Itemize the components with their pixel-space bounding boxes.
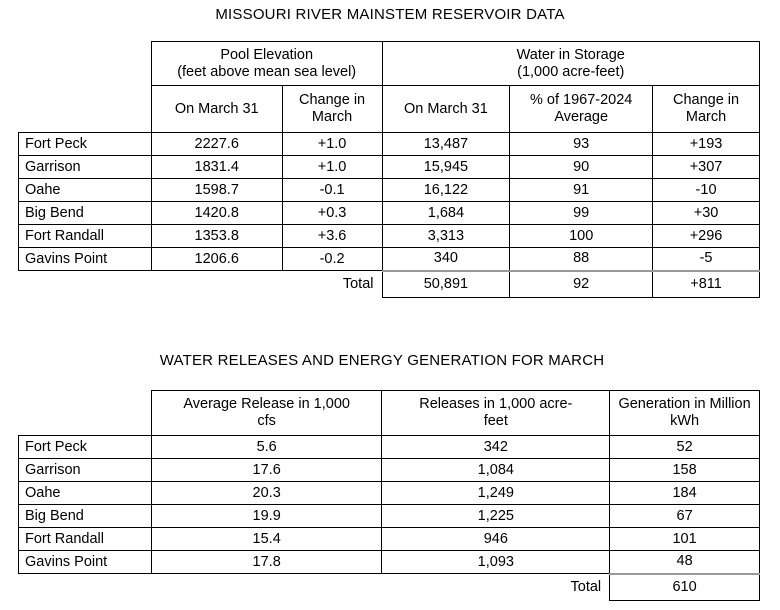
- cell-releases: 1,249: [382, 482, 610, 505]
- table-row: [19, 248, 760, 271]
- cell-pct: 100: [510, 225, 653, 248]
- cell-avg: 15.4: [151, 528, 382, 551]
- cell-storage: 13,487: [382, 133, 510, 156]
- cell-pool: 1206.6: [151, 248, 282, 271]
- cell-pool-change: -0.2: [282, 248, 382, 271]
- cell-storage-change: +296: [653, 225, 760, 248]
- cell-pool: 1420.8: [151, 202, 282, 225]
- release-total-label: Total: [570, 578, 602, 595]
- col-pool-march31: On March 31: [151, 86, 282, 133]
- cell-pool: 2227.6: [151, 133, 282, 156]
- cell-pool-change: +3.6: [282, 225, 382, 248]
- cell-pool: 1598.7: [151, 179, 282, 202]
- reservoir-name: Big Bend: [19, 505, 152, 528]
- cell-storage-change: +30: [653, 202, 760, 225]
- cell-releases: 1,093: [382, 551, 610, 574]
- cell-storage-change: +307: [653, 156, 760, 179]
- cell-gen: 67: [610, 505, 760, 528]
- table-row: [19, 551, 760, 574]
- table-row: [19, 179, 760, 202]
- cell-pct: 88: [510, 248, 653, 271]
- cell-pool: 1353.8: [151, 225, 282, 248]
- reservoir-name: Big Bend: [19, 202, 152, 225]
- reservoir-name: Gavins Point: [19, 551, 152, 574]
- cell-storage-change: -10: [653, 179, 760, 202]
- table-row: [19, 156, 760, 179]
- cell-storage: 15,945: [382, 156, 510, 179]
- reservoir-name: Fort Peck: [19, 436, 152, 459]
- table-row: [19, 528, 760, 551]
- cell-gen: 101: [610, 528, 760, 551]
- release-total-generation: 610: [610, 574, 760, 601]
- water-release-table: [18, 390, 760, 601]
- cell-releases: 1,084: [382, 459, 610, 482]
- cell-avg: 17.6: [151, 459, 382, 482]
- table-row: [19, 133, 760, 156]
- cell-pool: 1831.4: [151, 156, 282, 179]
- cell-pct: 93: [510, 133, 653, 156]
- cell-pool-change: -0.1: [282, 179, 382, 202]
- storage-table-title: MISSOURI RIVER MAINSTEM RESERVOIR DATA: [215, 6, 565, 23]
- table-row: [19, 459, 760, 482]
- cell-releases: 946: [382, 528, 610, 551]
- cell-gen: 48: [610, 551, 760, 574]
- reservoir-name: Oahe: [19, 179, 152, 202]
- cell-storage: 340: [382, 248, 510, 271]
- table-row: [19, 482, 760, 505]
- reservoir-name: Fort Randall: [19, 225, 152, 248]
- reservoir-name: Gavins Point: [19, 248, 152, 271]
- cell-storage-change: -5: [653, 248, 760, 271]
- cell-pct: 99: [510, 202, 653, 225]
- cell-releases: 342: [382, 436, 610, 459]
- cell-gen: 52: [610, 436, 760, 459]
- table-row: [19, 225, 760, 248]
- storage-total-value: 50,891: [382, 271, 510, 298]
- storage-total-pct: 92: [510, 271, 653, 298]
- table-row: [19, 202, 760, 225]
- col-releases: Releases in 1,000 acre- feet: [382, 391, 610, 436]
- reservoir-storage-table: [18, 41, 760, 298]
- reservoir-name: Fort Randall: [19, 528, 152, 551]
- cell-avg: 17.8: [151, 551, 382, 574]
- reservoir-name: Garrison: [19, 156, 152, 179]
- cell-gen: 158: [610, 459, 760, 482]
- cell-pct: 91: [510, 179, 653, 202]
- cell-storage: 1,684: [382, 202, 510, 225]
- cell-gen: 184: [610, 482, 760, 505]
- cell-avg: 19.9: [151, 505, 382, 528]
- col-storage-march31: On March 31: [382, 86, 510, 133]
- reservoir-name: Garrison: [19, 459, 152, 482]
- cell-releases: 1,225: [382, 505, 610, 528]
- col-avg-release: Average Release in 1,000 cfs: [151, 391, 382, 436]
- storage-total-label: Total: [342, 275, 374, 292]
- cell-storage-change: +193: [653, 133, 760, 156]
- col-pool-change: Change in March: [282, 86, 382, 133]
- col-storage-pct: % of 1967-2024 Average: [510, 86, 653, 133]
- cell-storage: 3,313: [382, 225, 510, 248]
- release-table-title: WATER RELEASES AND ENERGY GENERATION FOR MARCH: [159, 352, 605, 369]
- storage-total-change: +811: [653, 271, 760, 298]
- col-storage-change: Change in March: [653, 86, 760, 133]
- cell-pool-change: +0.3: [282, 202, 382, 225]
- table-row: [19, 436, 760, 459]
- cell-pool-change: +1.0: [282, 133, 382, 156]
- col-generation: Generation in Million kWh: [610, 391, 760, 436]
- cell-pool-change: +1.0: [282, 156, 382, 179]
- table-row: [19, 505, 760, 528]
- cell-pct: 90: [510, 156, 653, 179]
- reservoir-name: Fort Peck: [19, 133, 152, 156]
- cell-avg: 20.3: [151, 482, 382, 505]
- pool-elevation-header: Pool Elevation (feet above mean sea level): [151, 42, 382, 86]
- cell-avg: 5.6: [151, 436, 382, 459]
- reservoir-name: Oahe: [19, 482, 152, 505]
- water-storage-header: Water in Storage (1,000 acre-feet): [382, 42, 760, 86]
- cell-storage: 16,122: [382, 179, 510, 202]
